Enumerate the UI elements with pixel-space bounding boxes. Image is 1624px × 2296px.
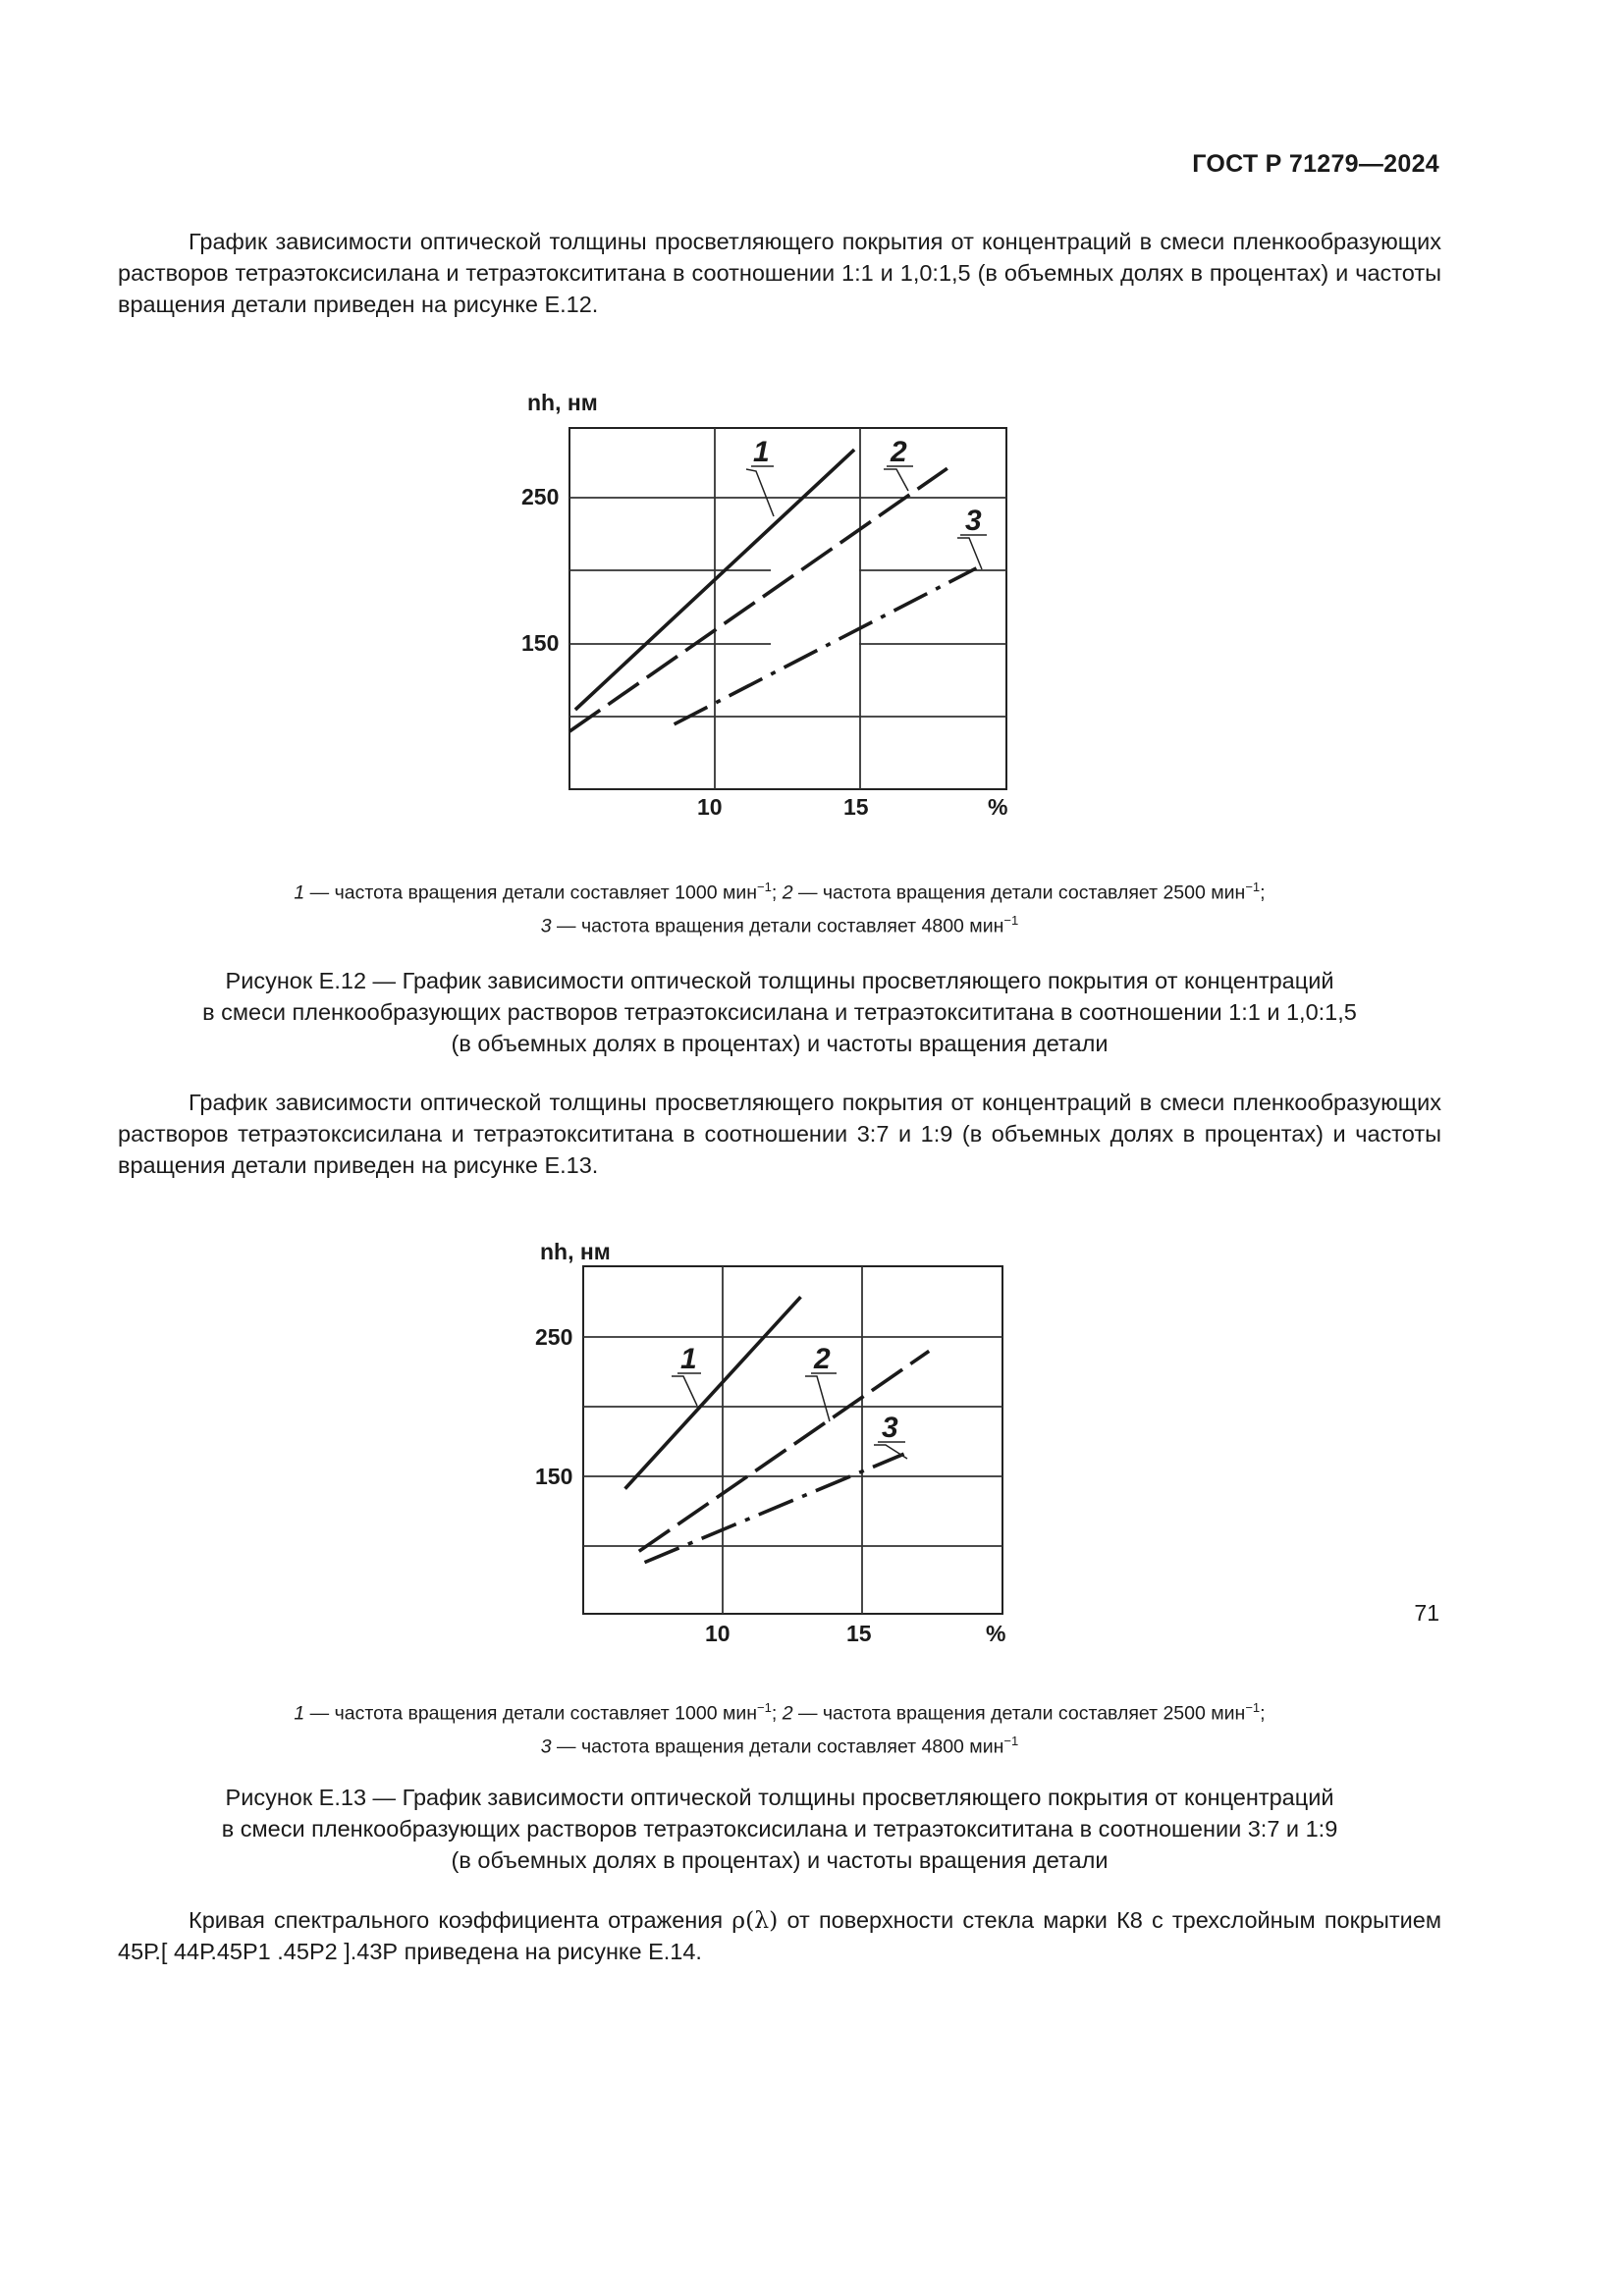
y-axis-label: nh, нм [540, 1239, 611, 1264]
rho-lambda-symbol: ρ(λ) [731, 1906, 779, 1934]
figure-caption-e12 [157, 965, 1402, 1059]
caption-line: Рисунок Е.13 — График зависимости оптической толщины просветляющего покрытия от концентраций [225, 1785, 1334, 1810]
legend-text-3: — частота вращения детали составляет 4800 мин [551, 915, 1004, 936]
series-line-2 [639, 1351, 929, 1551]
x-tick-15: 15 [843, 794, 869, 820]
series-line-2 [569, 468, 947, 731]
legend-number-2: 2 [782, 1702, 793, 1725]
caption-line: в смеси пленкообразующих растворов тетраэтоксисилана и тетраэтоксититана в соотношении 1:1 и 1,0:1,5 [202, 999, 1357, 1025]
legend-text-1: — частота вращения детали составляет 1000 мин [304, 881, 758, 904]
page-number: 71 [1414, 1600, 1439, 1626]
paragraph-text-b: от поверхности стекла марки К8 с трехслойным покрытием 45Р.[ 44Р.45Р1 .45Р2 ].43Р приведена на рисунке Е.14. [118, 1907, 1441, 1964]
legend-number-2: 2 [782, 881, 793, 904]
legend-sep: ; [1260, 881, 1266, 904]
legend-sep: ; [771, 1702, 783, 1725]
y-tick-150: 150 [535, 1464, 573, 1489]
x-axis-unit: % [986, 1621, 1006, 1646]
caption-line: Рисунок Е.12 — График зависимости оптической толщины просветляющего покрытия от концентраций [225, 968, 1334, 993]
caption-line: (в объемных долях в процентах) и частоты вращения детали [451, 1847, 1109, 1873]
x-tick-10: 10 [705, 1621, 731, 1646]
legend-sep: ; [1260, 1702, 1266, 1725]
legend-line-1 [118, 874, 1441, 907]
legend-e12 [118, 874, 1441, 939]
legend-exp-2: −1 [1245, 1700, 1261, 1715]
document-header: ГОСТ Р 71279—2024 [1192, 150, 1439, 178]
legend-exp-3: −1 [1003, 1733, 1019, 1748]
y-tick-250: 250 [535, 1324, 573, 1350]
legend-text-2: — частота вращения детали составляет 2500 мин [792, 881, 1246, 904]
legend-e13 [118, 1694, 1441, 1760]
leader-line-2 [805, 1376, 830, 1421]
caption-line: (в объемных долях в процентах) и частоты вращения детали [451, 1031, 1109, 1056]
y-tick-150: 150 [521, 630, 560, 656]
legend-line-2 [118, 1728, 1441, 1761]
series-layer [569, 450, 976, 731]
leader-line-3 [874, 1445, 907, 1459]
paragraph-fig12-intro: График зависимости оптической толщины просветляющего покрытия от концентраций в смеси пленкообразующих растворов тетраэтоксисилана и тетраэтоксититана в соотношении 1:1 и 1,0:1,5 (в объемных долях в процентах) и частоты вращения детали приведен на рисунке Е.12. [118, 229, 1441, 317]
curve-label-3: 3 [965, 505, 982, 537]
x-axis-unit: % [988, 794, 1008, 820]
x-tick-10: 10 [697, 794, 723, 820]
legend-exp-3: −1 [1003, 912, 1019, 928]
curve-label-3: 3 [882, 1412, 898, 1444]
paragraph-fig14-intro [118, 1904, 1441, 1967]
chart-e13 [535, 1239, 1005, 1646]
plot-frame [569, 428, 1006, 789]
figure-caption-e13 [157, 1782, 1402, 1876]
caption-line: в смеси пленкообразующих растворов тетраэтоксисилана и тетраэтоксититана в соотношении 3:7 и 1:9 [221, 1816, 1338, 1842]
curve-label-2: 2 [891, 436, 907, 468]
legend-line-2 [118, 907, 1441, 940]
legend-number-3: 3 [540, 915, 552, 936]
paragraph-fig13-intro: График зависимости оптической толщины просветляющего покрытия от концентраций в смеси пленкообразующих растворов тетраэтоксисилана и тетраэтоксититана в соотношении 3:7 и 1:9 (в объемных долях в процентах) и частоты вращения детали приведен на рисунке Е.13. [118, 1090, 1441, 1178]
legend-text-2: — частота вращения детали составляет 2500 мин [792, 1702, 1246, 1725]
legend-line-1 [118, 1694, 1441, 1728]
leader-line-1 [672, 1376, 697, 1406]
legend-text-3: — частота вращения детали составляет 4800 мин [551, 1735, 1004, 1757]
chart-e12 [521, 390, 1007, 820]
legend-number-3: 3 [540, 1735, 552, 1757]
leader-line-2 [884, 469, 908, 491]
legend-exp-1: −1 [757, 880, 772, 894]
paragraph-text-a: Кривая спектрального коэффициента отражения [189, 1907, 732, 1933]
y-axis-label: nh, нм [527, 390, 598, 415]
leader-line-3 [957, 538, 982, 569]
legend-text-1: — частота вращения детали составляет 1000 мин [304, 1702, 758, 1725]
legend-exp-1: −1 [757, 1700, 772, 1715]
legend-exp-2: −1 [1245, 880, 1261, 894]
curve-label-2: 2 [814, 1343, 831, 1375]
legend-sep: ; [771, 881, 783, 904]
legend-number-1: 1 [294, 1702, 305, 1725]
curve-label-1: 1 [753, 436, 770, 468]
leader-line-1 [746, 469, 774, 516]
y-tick-250: 250 [521, 484, 560, 509]
x-tick-15: 15 [846, 1621, 872, 1646]
legend-number-1: 1 [294, 881, 305, 904]
series-line-3 [675, 568, 977, 724]
curve-label-1: 1 [680, 1343, 697, 1375]
